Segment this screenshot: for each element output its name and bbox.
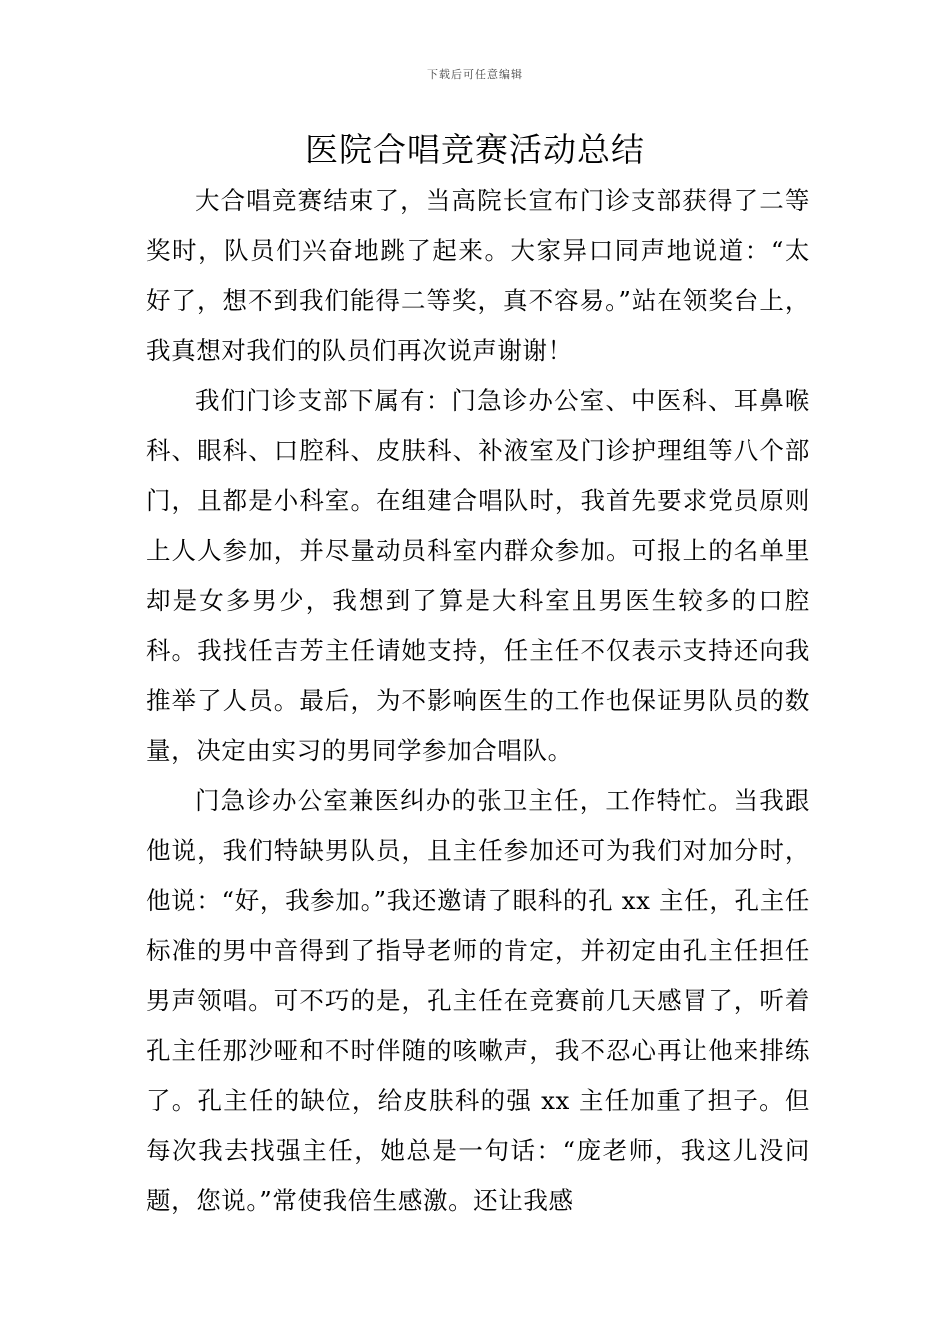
paragraph: 门急诊办公室兼医纠办的张卫主任，工作特忙。当我跟他说，我们特缺男队员，且主任参加还可为我们对加分时，他说：“好，我参加。”我还邀请了眼科的孔 xx 主任，孔主任标准的男中音得到了指导老师的肯定，并初定由孔主任担任男声领唱。可不巧的是，孔主任在竞赛前几天感冒了，听着孔主任那沙哑和不时伴随的咳嗽声，我不忍心再让他来排练了。孔主任的缺位，给皮肤科的强 xx 主任加重了担子。但每次我去找强主任，她总是一句话：“庞老师，我这儿没问题，您说。”常使我倍生感激。还让我感 bbox=[146, 786, 810, 1215]
document-body bbox=[146, 176, 810, 1226]
paragraph: 大合唱竞赛结束了，当高院长宣布门诊支部获得了二等奖时，队员们兴奋地跳了起来。大家异口同声地说道：“太好了，想不到我们能得二等奖，真不容易。”站在领奖台上，我真想对我们的队员们再次说声谢谢！ bbox=[146, 186, 810, 365]
document-title: 医院合唱竞赛活动总结 bbox=[305, 130, 645, 169]
paragraph: 我们门诊支部下属有：门急诊办公室、中医科、耳鼻喉科、眼科、口腔科、皮肤科、补液室及门诊护理组等八个部门，且都是小科室。在组建合唱队时，我首先要求党员原则上人人参加，并尽量动员科室内群众参加。可报上的名单里却是女多男少，我想到了算是大科室且男医生较多的口腔科。我找任吉芳主任请她支持，任主任不仅表示支持还向我推举了人员。最后，为不影响医生的工作也保证男队员的数量，决定由实习的男同学参加合唱队。 bbox=[146, 386, 810, 765]
header-note: 下载后可任意编辑 bbox=[427, 68, 523, 81]
